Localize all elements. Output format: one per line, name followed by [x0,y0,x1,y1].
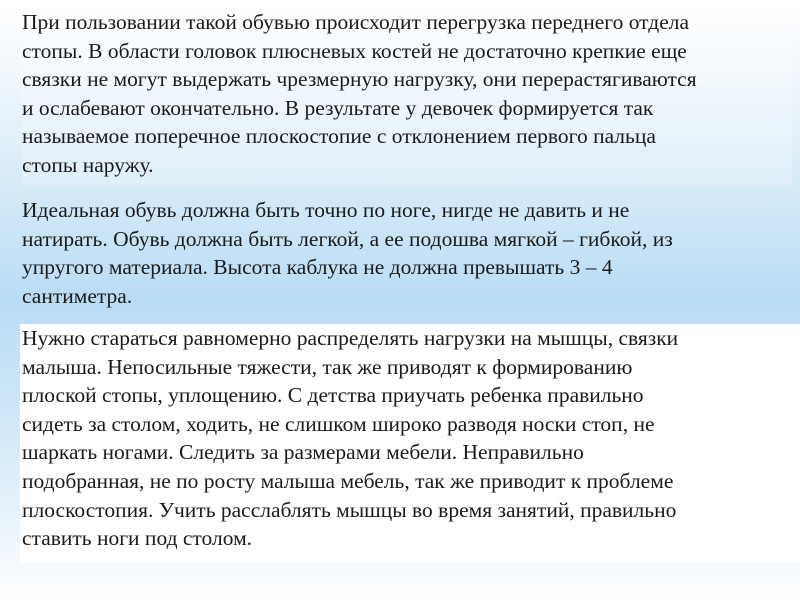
paragraph-load-distribution: Нужно стараться равномерно распределять нагрузки на мышцы, связки малыша. Непосильные тяжести, так же приводят к формированию плоской стопы, уплощению. С детства приучать ребенка правильно сидеть за столом, ходить, не слишком широко разводя носки стоп, не шаркать ногами. Следить за размерами мебели. Неправильно подобранная, не по росту малыша мебель, так же приводит к проблеме плоскостопия. Учить расслаблять мышцы во время занятий, правильно ставить ноги под столом. [20,324,800,562]
paragraph-footwear-overload: При пользовании такой обувью происходит перегрузка переднего отдела стопы. В области головок плюсневых костей не достаточно крепкие еще связки не могут выдержать чрезмерную нагрузку, они перерастягиваются и ослабевают окончательно. В результате у девочек формируется так называемое поперечное плоскостопие с отклонением первого пальца стопы наружу. [22,8,792,186]
paragraph-ideal-footwear: Идеальная обувь должна быть точно по ноге, нигде не давить и не натирать. Обувь должна быть легкой, а ее подошва мягкой – гибкой, из упругого материала. Высота каблука не должна превышать 3 – 4 сантиметра. [22,198,673,308]
